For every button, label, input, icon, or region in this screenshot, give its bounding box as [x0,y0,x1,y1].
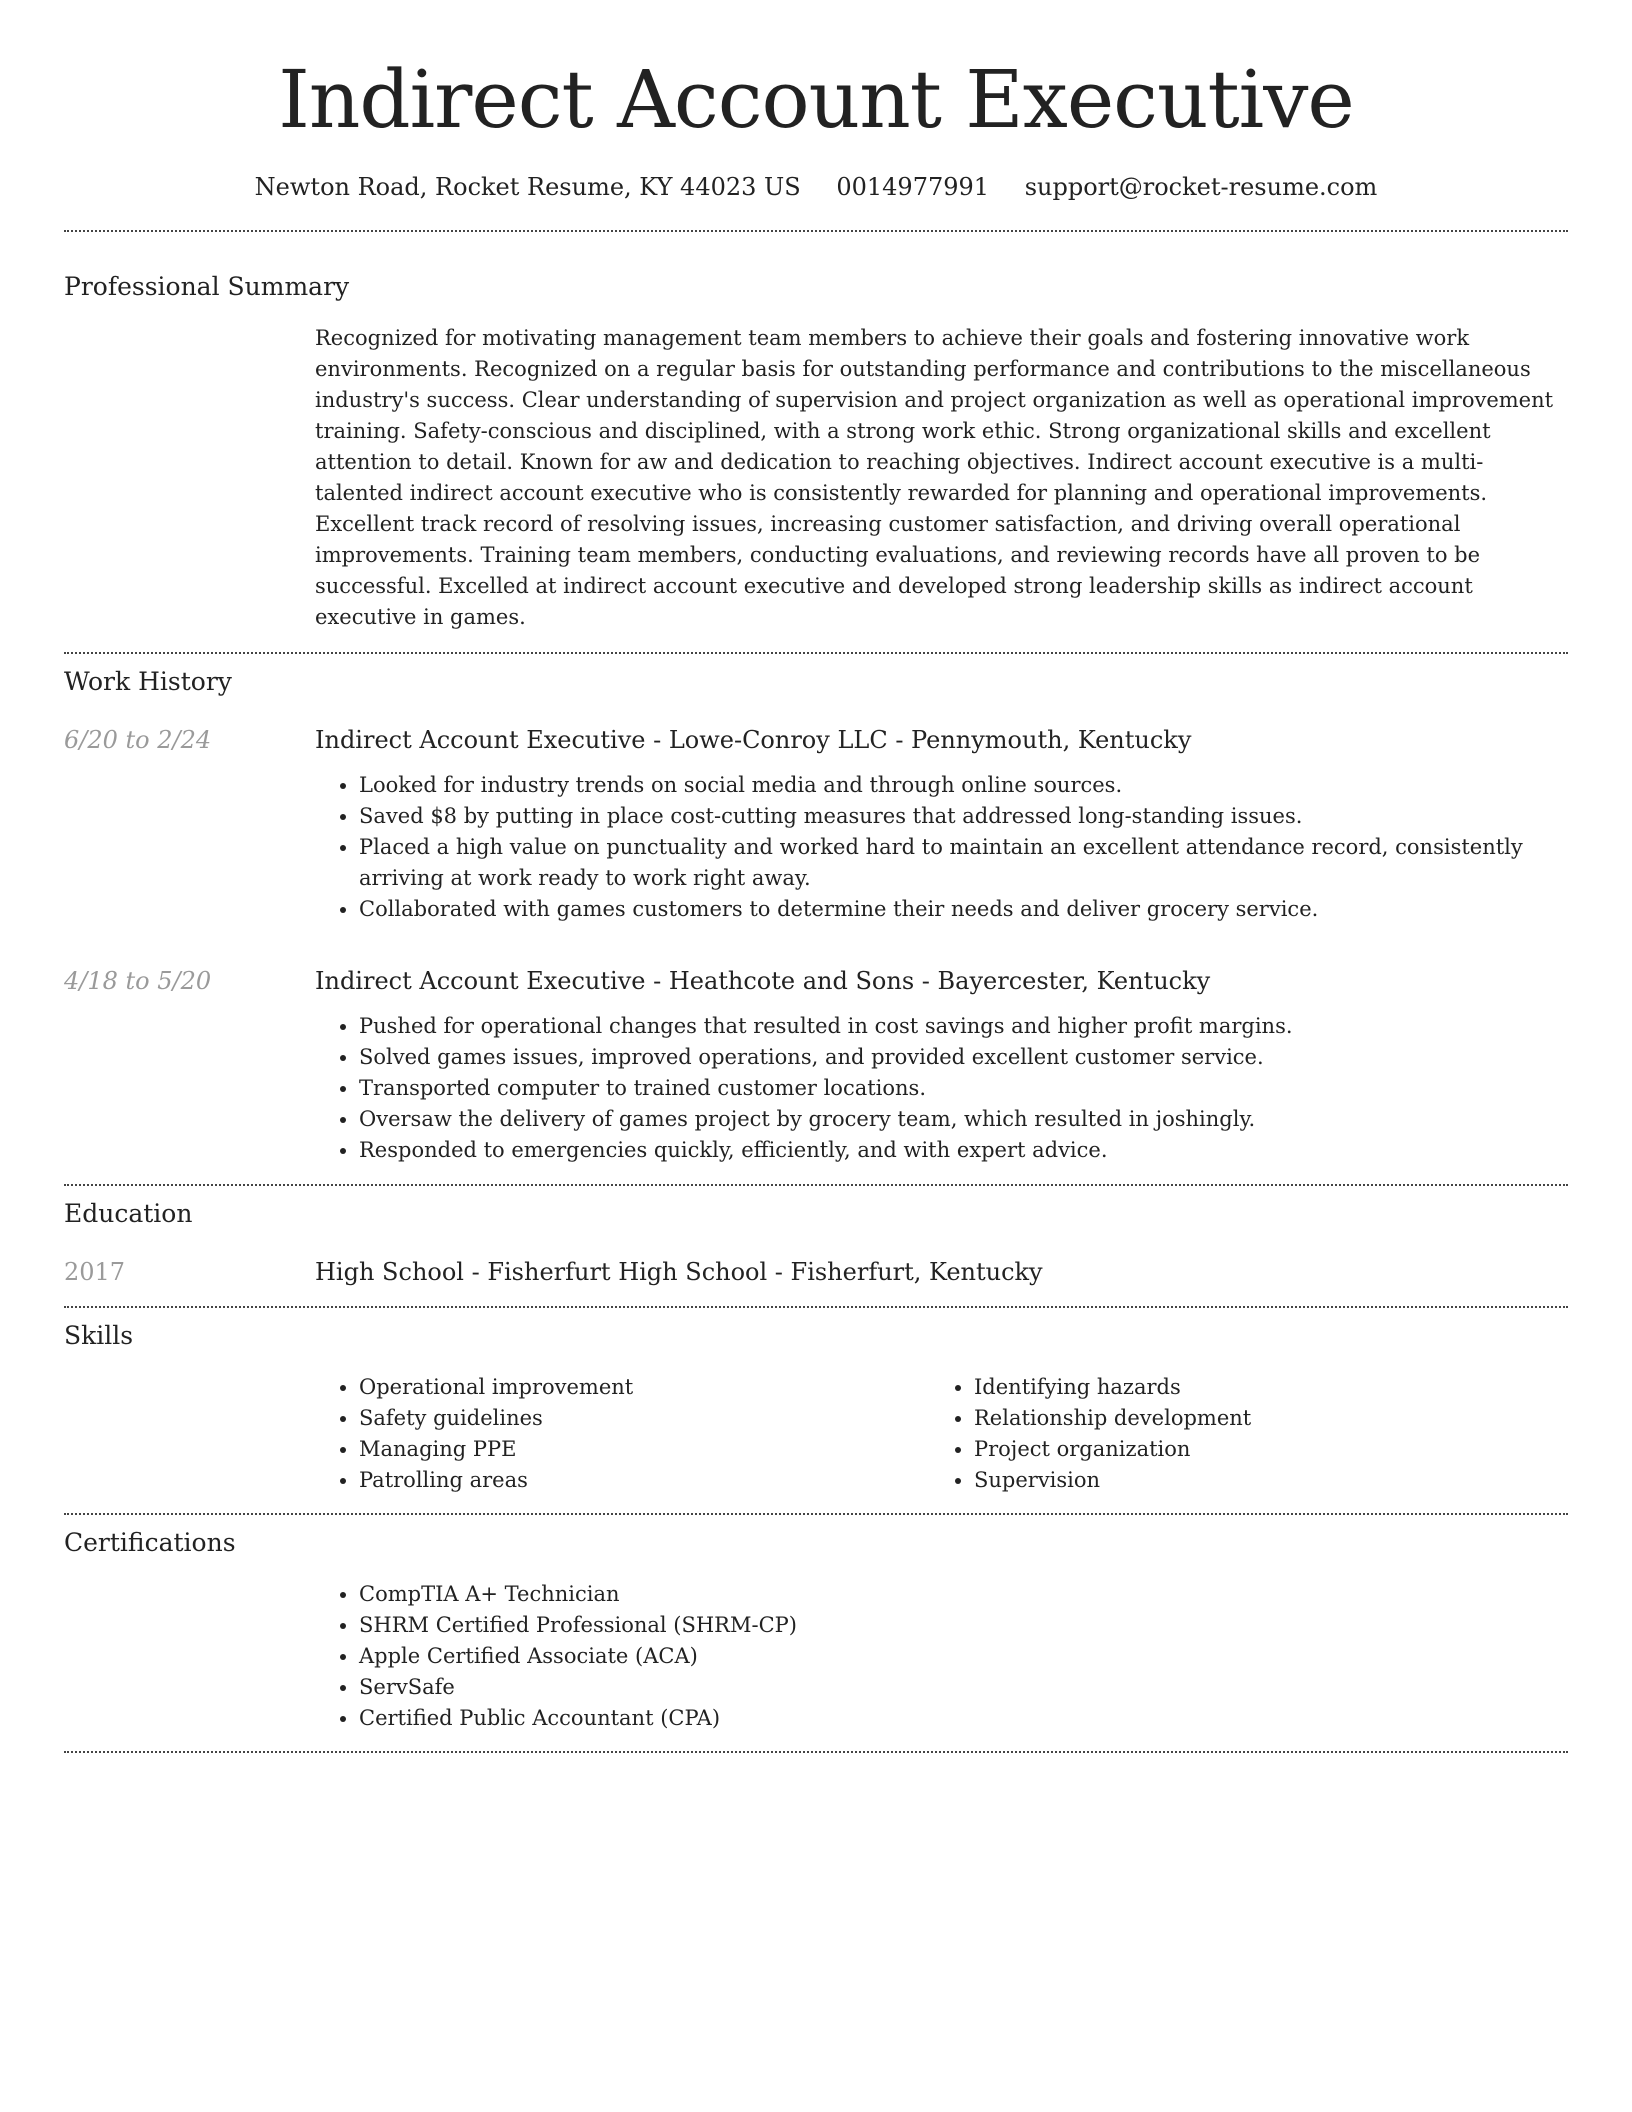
skills-list-left [315,1372,930,1496]
skill-item: • Managing PPE [359,1434,930,1465]
divider [64,1751,1568,1753]
certifications-title: Certifications [64,1528,236,1557]
summary-text: Recognized for motivating management team members to achieve their goals and fostering innovative work environments. Recognized on a regular basis for outstanding performance and contributions to the miscellaneous industry's success. Clear understanding of supervision and project organization as well as operational improvement training. Safety-conscious and disciplined, with a strong work ethic. Strong organizational skills and excellent attention to detail. Known for aw and dedication to reaching objectives. Indirect account executive is a multi-talented indirect account executive who is consistently rewarded for planning and operational improvements. Excellent track record of resolving issues, increasing customer satisfaction, and driving overall operational improvements. Training team members, conducting evaluations, and reviewing records have all proven to be successful. Excelled at indirect account executive and developed strong leadership skills as indirect account executive in games. [315,326,1554,629]
list-item: • Transported computer to trained customer locations. [359,1073,1568,1104]
summary-section [64,270,1568,633]
certification-item: • Apple Certified Associate (ACA) [359,1641,1568,1672]
skills-section [64,1319,1568,1496]
certification-item: • SHRM Certified Professional (SHRM-CP) [359,1610,1568,1641]
contact-email[interactable]: support@rocket-resume.com [1024,173,1378,201]
job-bullets [315,1011,1568,1166]
list-item: • Responded to emergencies quickly, efficiently, and with expert advice. [359,1135,1568,1166]
divider [64,230,1568,232]
skill-item: • Operational improvement [359,1372,930,1403]
contact-line [64,170,1568,204]
skills-title: Skills [64,1321,134,1350]
skill-item: • Project organization [974,1434,1545,1465]
certification-item: • ServSafe [359,1672,1568,1703]
job-entry [64,964,1568,1166]
list-item: • Solved games issues, improved operations, and provided excellent customer service. [359,1042,1568,1073]
job-heading: Indirect Account Executive - Heathcote and Sons - Bayercester, Kentucky [315,967,1211,995]
skill-item: • Safety guidelines [359,1403,930,1434]
list-item: • Pushed for operational changes that resulted in cost savings and higher profit margins. [359,1011,1568,1042]
work-history-section [64,665,1568,1166]
skill-item: • Identifying hazards [974,1372,1545,1403]
job-bullets [315,770,1568,925]
contact-phone: 0014977991 [836,173,990,201]
divider [64,1184,1568,1186]
summary-title: Professional Summary [64,272,350,301]
certification-item: • CompTIA A+ Technician [359,1579,1568,1610]
skills-list-right [930,1372,1545,1496]
job-entry [64,723,1568,925]
list-item: • Saved $8 by putting in place cost-cutting measures that addressed long-standing issues. [359,801,1568,832]
certification-item: • Certified Public Accountant (CPA) [359,1703,1568,1734]
job-dates: 4/18 to 5/20 [64,967,212,995]
divider [64,1306,1568,1308]
certifications-section [64,1526,1568,1734]
work-history-title: Work History [64,667,232,696]
certifications-list [315,1579,1568,1734]
skill-item: • Relationship development [974,1403,1545,1434]
list-item: • Looked for industry trends on social media and through online sources. [359,770,1568,801]
job-dates: 6/20 to 2/24 [64,726,212,754]
skill-item: • Patrolling areas [359,1465,930,1496]
list-item: • Placed a high value on punctuality and worked hard to maintain an excellent attendance record, consistently arriving at work ready to work right away. [359,832,1568,894]
job-heading: Indirect Account Executive - Lowe-Conroy LLC - Pennymouth, Kentucky [315,726,1192,754]
divider [64,1513,1568,1515]
list-item: • Oversaw the delivery of games project by grocery team, which resulted in joshingly. [359,1104,1568,1135]
education-year: 2017 [64,1258,126,1286]
education-heading: High School - Fisherfurt High School - Fisherfurt, Kentucky [315,1258,1043,1286]
resume-page [64,0,1568,1753]
contact-address: Newton Road, Rocket Resume, KY 44023 US [254,173,801,201]
divider [64,652,1568,654]
education-title: Education [64,1199,193,1228]
education-section [64,1197,1568,1289]
skill-item: • Supervision [974,1465,1545,1496]
resume-name: Indirect Account Executive [278,53,1354,146]
list-item: • Collaborated with games customers to determine their needs and deliver grocery service. [359,894,1568,925]
